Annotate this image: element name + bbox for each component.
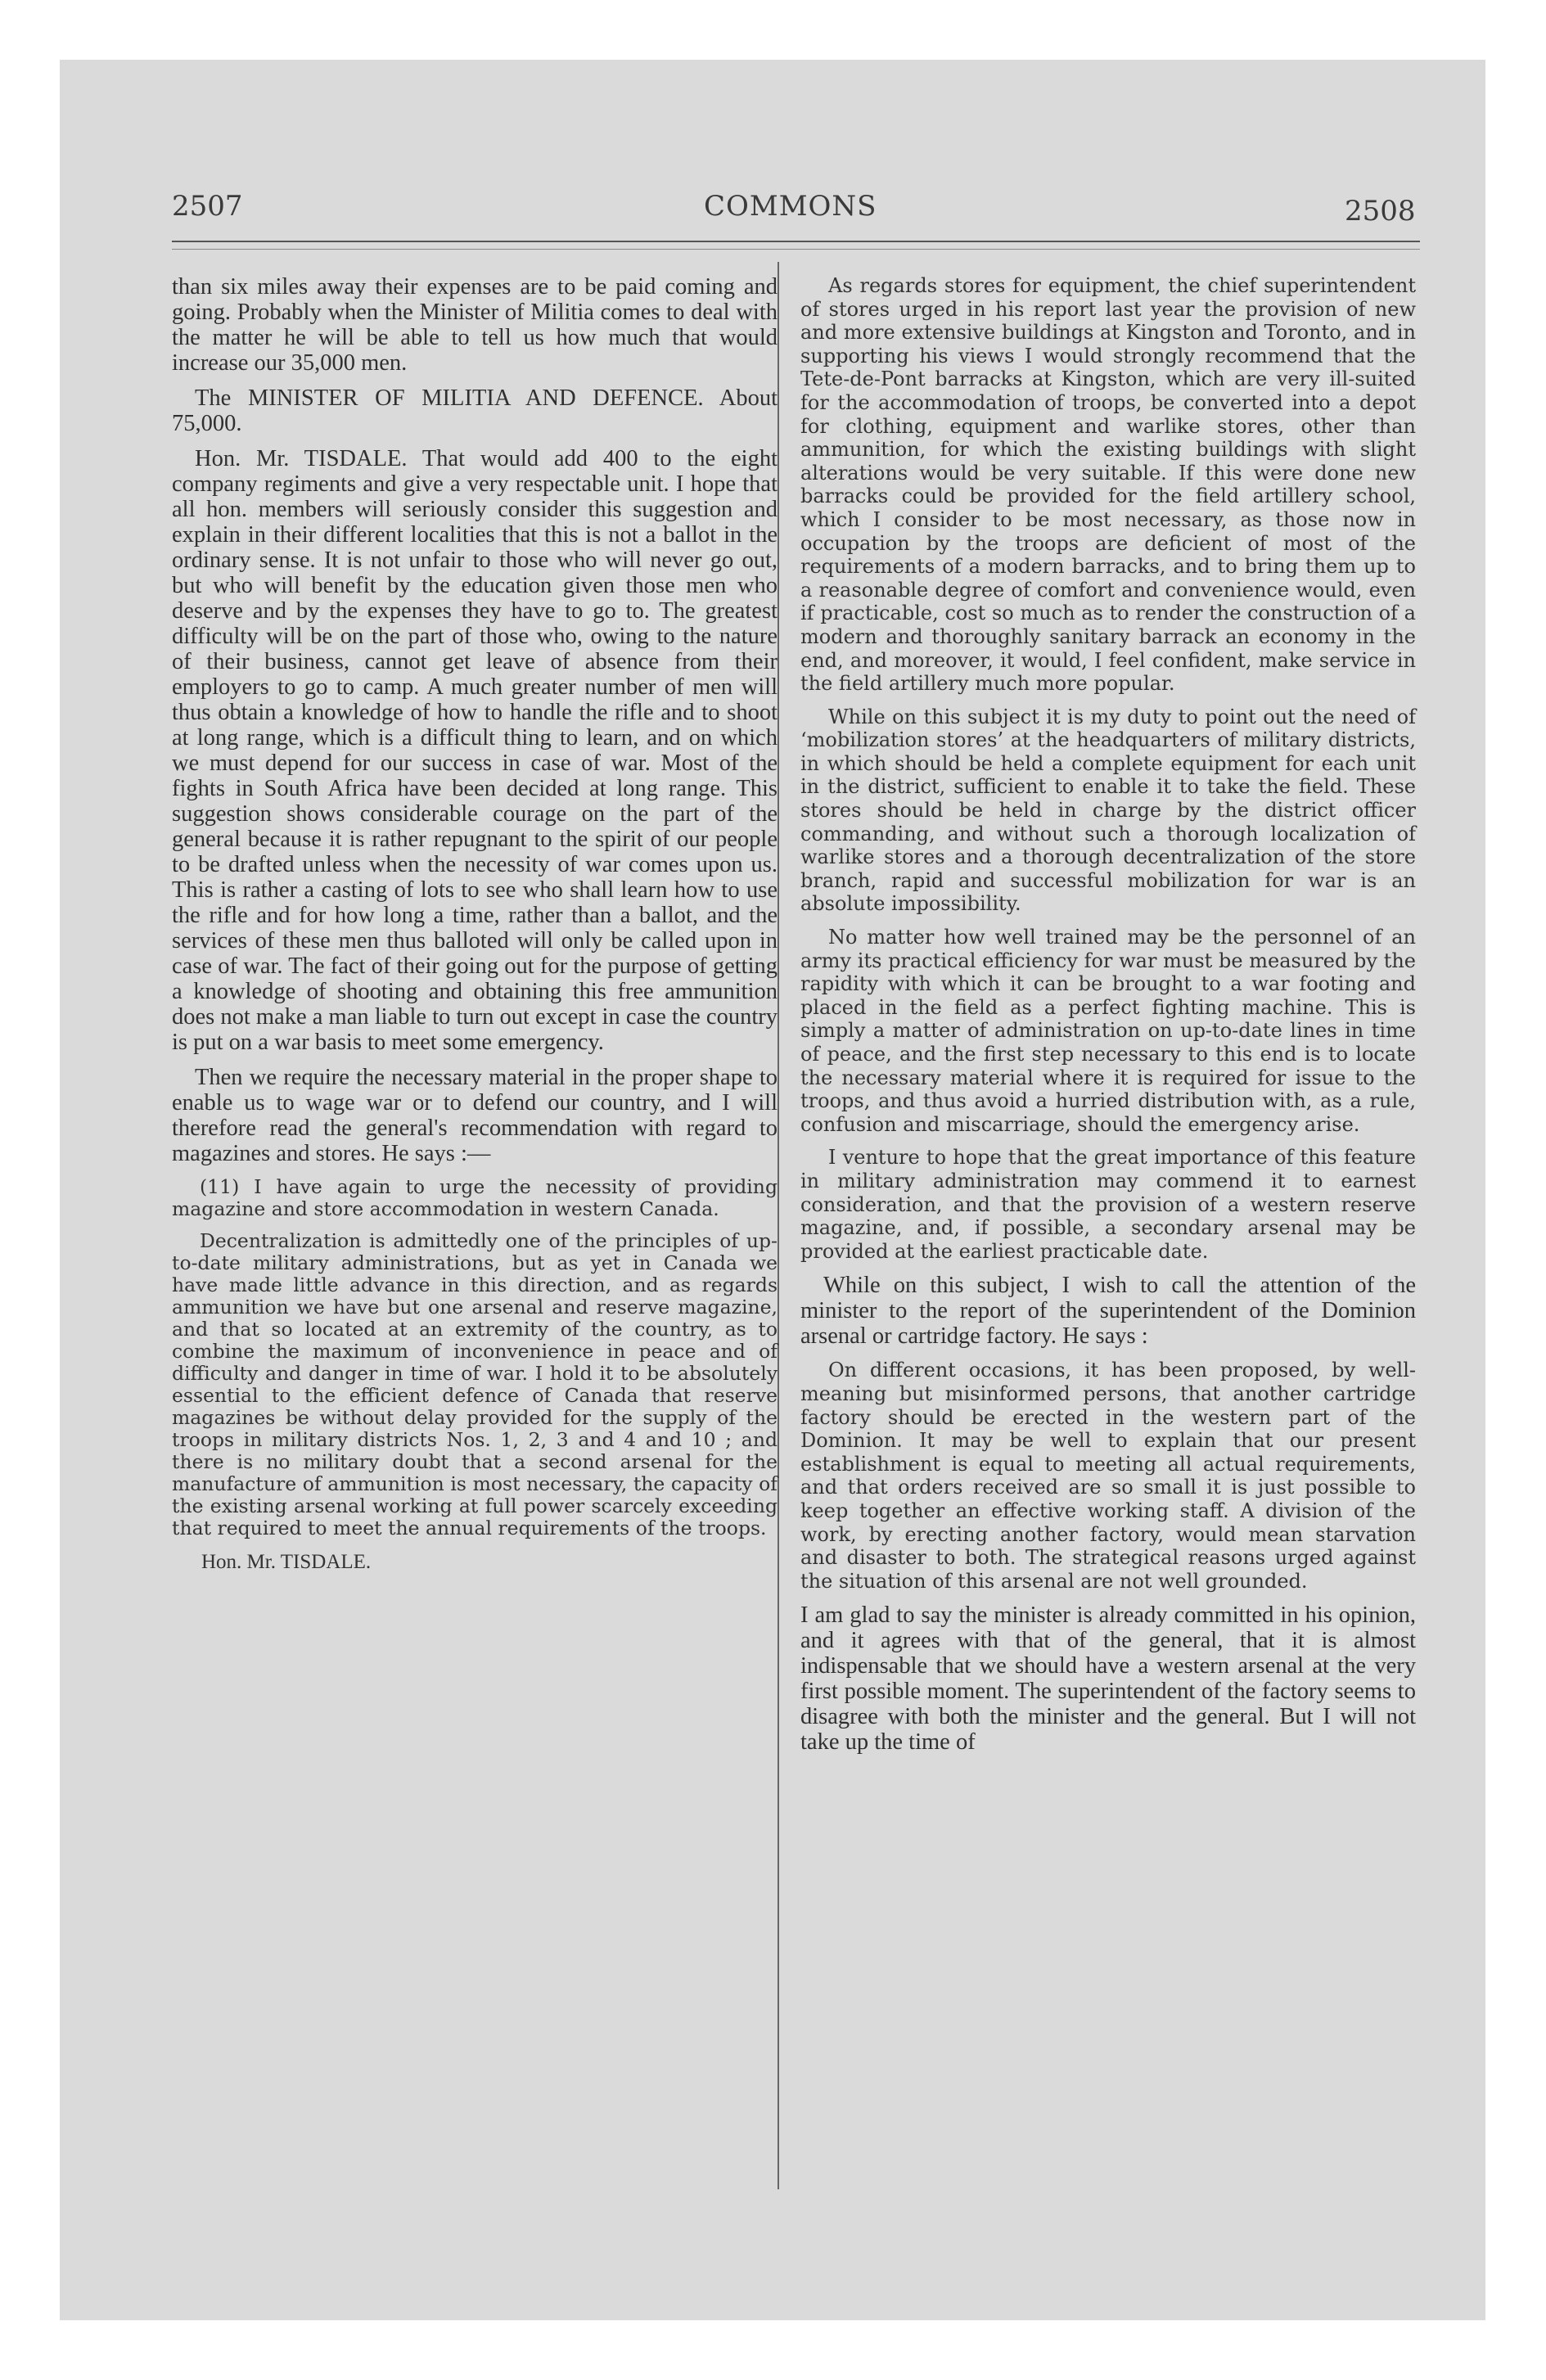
paragraph: Hon. Mr. TISDALE. That would add 400 to the eight company regiments and give a very respectable unit. I hope that all hon. members will seriously consider this suggestion and explain in their different localities that this is not a ballot in the ordinary sense. It is not unfair to those who will never go out, but who will benefit by the education given those men who deserve and by the expenses they have to go to. The greatest difficulty will be on the part of those who, owing to the nature of their business, cannot get leave of absence from their employers to go to camp. A much greater number of men will thus obtain a knowledge of how to handle the rifle and to shoot at long range, which is a difficult thing to learn, and on which we must depend for our success in case of war. Most of the fights in South Africa have been decided at long range. This suggestion shows considerable courage on the part of the general because it is rather repugnant to the spirit of our people to be drafted unless when the necessity of war comes upon us. This is rather a casting of lots to see who shall learn how to use the rifle and for how long a time, rather than a ballot, and the services of these men thus balloted will only be called upon in case of war. The fact of their going out for the purpose of getting a knowledge of shooting and obtaining this free ammunition does not make a man liable to turn out except in case the country is put on a war basis to meet some emergency.: [172, 446, 778, 1055]
quoted-paragraph: I venture to hope that the great importance of this feature in military administration may commend it to earnest consideration, and that the provision of a western reserve magazine, and, if possible, a secondary arsenal may be provided at the earliest practicable date.: [800, 1146, 1416, 1263]
quoted-paragraph: On different occasions, it has been proposed, by well-meaning but misinformed persons, that another cartridge factory should be erected in the western part of the Dominion. It may be well to explain that our present establishment is equal to meeting all actual requirements, and that orders received are so small it is just possible to keep together an effective working staff. A division of the work, by erecting another factory, would mean starvation and disaster to both. The strategical reasons urged against the situation of this arsenal are not well grounded.: [800, 1359, 1416, 1593]
paragraph: The MINISTER OF MILITIA AND DEFENCE. About 75,000.: [172, 385, 778, 436]
quoted-paragraph: Decentralization is admittedly one of the principles of up-to-date military administrations, but as yet in Canada we have made little advance in this direction, and as regards ammunition we have but one arsenal and reserve magazine, and that so located at an extremity of the country, as to combine the maximum of inconvenience in peace and of difficulty and danger in time of war. I hold it to be absolutely essential to the efficient defence of Canada that reserve magazines be without delay provided for the supply of the troops in military districts Nos. 1, 2, 3 and 4 and 10 ; and there is no military doubt that a second arsenal for the manufacture of ammunition is most necessary, the capacity of the existing arsenal working at full power scarcely exceeding that required to meet the annual requirements of the troops.: [172, 1229, 778, 1539]
right-column: [800, 274, 1416, 1765]
running-title: COMMONS: [704, 190, 877, 223]
header-rule: [172, 241, 1420, 242]
paragraph: Then we require the necessary material in the proper shape to enable us to wage war or to defend our country, and I will therefore read the general's recommendation with regard to magazines and stores. He says :—: [172, 1065, 778, 1166]
paragraph: While on this subject, I wish to call the attention of the minister to the report of the superintendent of the Dominion arsenal or cartridge factory. He says :: [800, 1273, 1416, 1350]
header-rule-thin: [172, 249, 1420, 250]
paragraph: than six miles away their expenses are to be paid coming and going. Probably when the Minister of Militia comes to deal with the matter he will be able to tell us how much that would increase our 35,000 men.: [172, 274, 778, 376]
quoted-paragraph: As regards stores for equipment, the chief superintendent of stores urged in his report last year the provision of new and more extensive buildings at Kingston and Toronto, and in supporting his views I would strongly recommend that the Tete-de-Pont barracks at Kingston, which are very ill-suited for the accommodation of troops, be converted into a depot for clothing, equipment and warlike stores, other than ammunition, for which the existing buildings with slight alterations would be very suitable. If this were done new barracks could be provided for the field artillery school, which I consider to be most necessary, as those now in occupation by the troops are deficient of most of the requirements of a modern barracks, and to bring them up to a reasonable degree of comfort and convenience would, even if practicable, cost so much as to render the construction of a modern and thoroughly sanitary barrack an economy in the end, and moreover, it would, I feel confident, make service in the field artillery much more popular.: [800, 274, 1416, 696]
left-column: [172, 274, 778, 1574]
page-number-left: 2507: [172, 190, 243, 223]
speaker-signature: Hon. Mr. TISDALE.: [201, 1551, 372, 1573]
page-number-right: 2508: [1345, 195, 1416, 228]
paragraph: I am glad to say the minister is already committed in his opinion, and it agrees with that of the general, that it is almost indispensable that we should have a western arsenal at the very first possible moment. The superintendent of the factory seems to disagree with both the minister and the general. But I will not take up the time of: [800, 1602, 1416, 1756]
quoted-paragraph: While on this subject it is my duty to point out the need of ‘mobilization stores’ at the headquarters of military districts, in which should be held a complete equipment for each unit in the district, sufficient to enable it to take the field. These stores should be held in charge by the district officer commanding, and without such a thorough localization of warlike stores and a thorough decentralization of the store branch, rapid and successful mobilization for war is an absolute impossibility.: [800, 705, 1416, 916]
quoted-paragraph: (11) I have again to urge the necessity of providing magazine and store accommodation in western Canada.: [172, 1175, 778, 1220]
quoted-paragraph: No matter how well trained may be the personnel of an army its practical efficiency for war must be measured by the rapidity with which it can be brought to a war footing and placed in the field as a perfect fighting machine. This is simply a matter of administration on up-to-date lines in time of peace, and the first step necessary to this end is to locate the necessary material where it is required for issue to the troops, and thus avoid a hurried distribution with, as a rule, confusion and miscarriage, should the emergency arise.: [800, 926, 1416, 1136]
column-divider: [778, 262, 779, 2189]
